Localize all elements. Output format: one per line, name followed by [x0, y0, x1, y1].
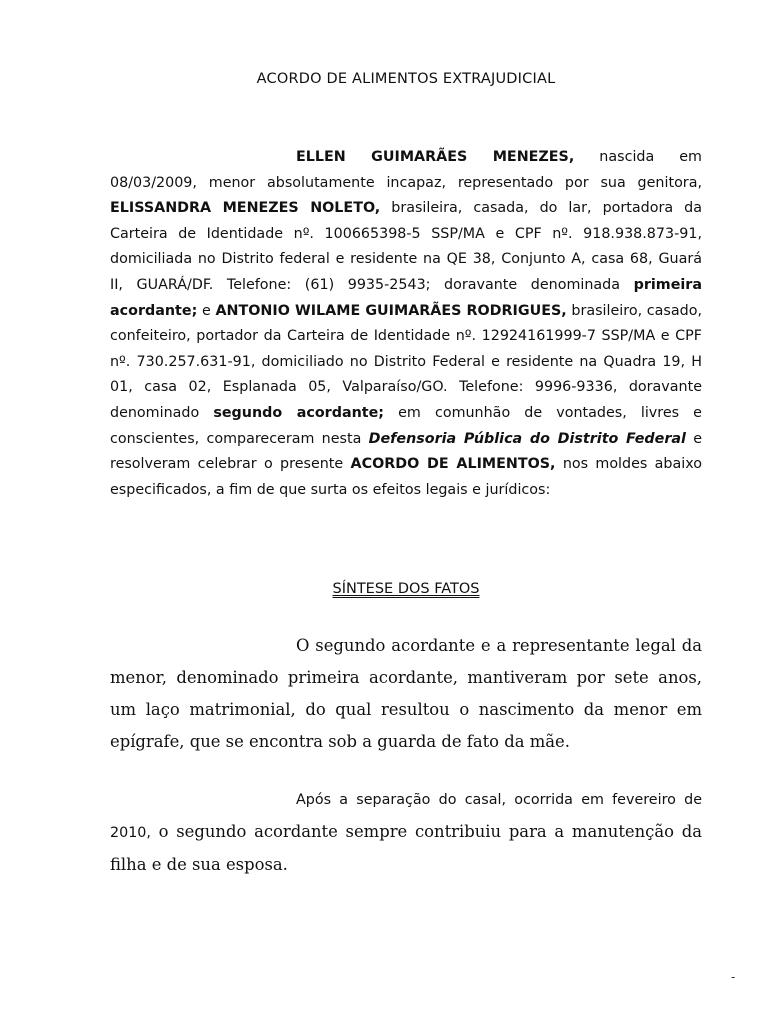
agreement-name: ACORDO DE ALIMENTOS, — [350, 456, 556, 473]
first-party-label: primeira acordante; — [110, 276, 702, 319]
section-heading — [110, 581, 702, 597]
intro-paragraph — [110, 145, 702, 503]
intro-text-1: nascida em 08/03/2009, menor absolutamente incapaz, representado por sua genitora, — [110, 149, 702, 191]
father-name: ANTONIO WILAME GUIMARÃES RODRIGUES, — [215, 302, 567, 319]
facts-paragraph-2-rest: o segundo acordante sempre contribuiu para a manutenção da filha e de sua esposa. — [110, 822, 702, 874]
institution-name: Defensoria Pública do Distrito Federal — [368, 430, 686, 447]
section-heading-text: SÍNTESE DOS FATOS — [332, 581, 480, 597]
intro-text-2: brasileira, casada, do lar, portadora da Carteira de Identidade nº. 100665398-5 SSP/MA e CPF nº. 918.938.873-91, domiciliada no Distrito federal e residente na QE 38, Conjunto A, casa 68, Guará II, GUARÁ/DF. Telefone: (61) 9935-2543; doravante denominada — [110, 200, 702, 293]
facts-paragraph-2 — [110, 784, 702, 882]
intro-text-3: e — [197, 302, 216, 319]
facts-paragraph-2-lead: Após a separação do casal, ocorrida em fevereiro de 2010, — [110, 792, 702, 841]
intro-text-5: em comunhão de vontades, livres e conscientes, compareceram nesta — [110, 404, 702, 447]
facts-paragraph-1: O segundo acordante e a representante legal da menor, denominado primeira acordante, mantiveram por sete anos, um laço matrimonial, do qual resultou o nascimento da menor em epígrafe, que se encontra sob a guarda de fato da mãe. — [110, 636, 702, 751]
second-party-label: segundo acordante; — [213, 404, 385, 421]
intro-text-4: brasileiro, casado, confeiteiro, portador da Carteira de Identidade nº. 12924161999-7 SSP/MA e CPF nº. 730.257.631-91, domiciliado no Distrito Federal e residente na Quadra 19, H 01, casa 02, Esplanada 05, Valparaíso/GO. Telefone: 9996-9336, doravante denominado — [110, 302, 702, 421]
child-name: ELLEN GUIMARÃES MENEZES, — [296, 149, 575, 165]
document-title: ACORDO DE ALIMENTOS EXTRAJUDICIAL — [256, 71, 556, 87]
page-mark: - — [731, 970, 736, 984]
intro-text-7: nos moldes abaixo especificados, a fim de que surta os efeitos legais e jurídicos: — [110, 456, 703, 498]
intro-text-6: e resolveram celebrar o presente — [110, 430, 702, 473]
mother-name: ELISSANDRA MENEZES NOLETO, — [110, 200, 381, 217]
